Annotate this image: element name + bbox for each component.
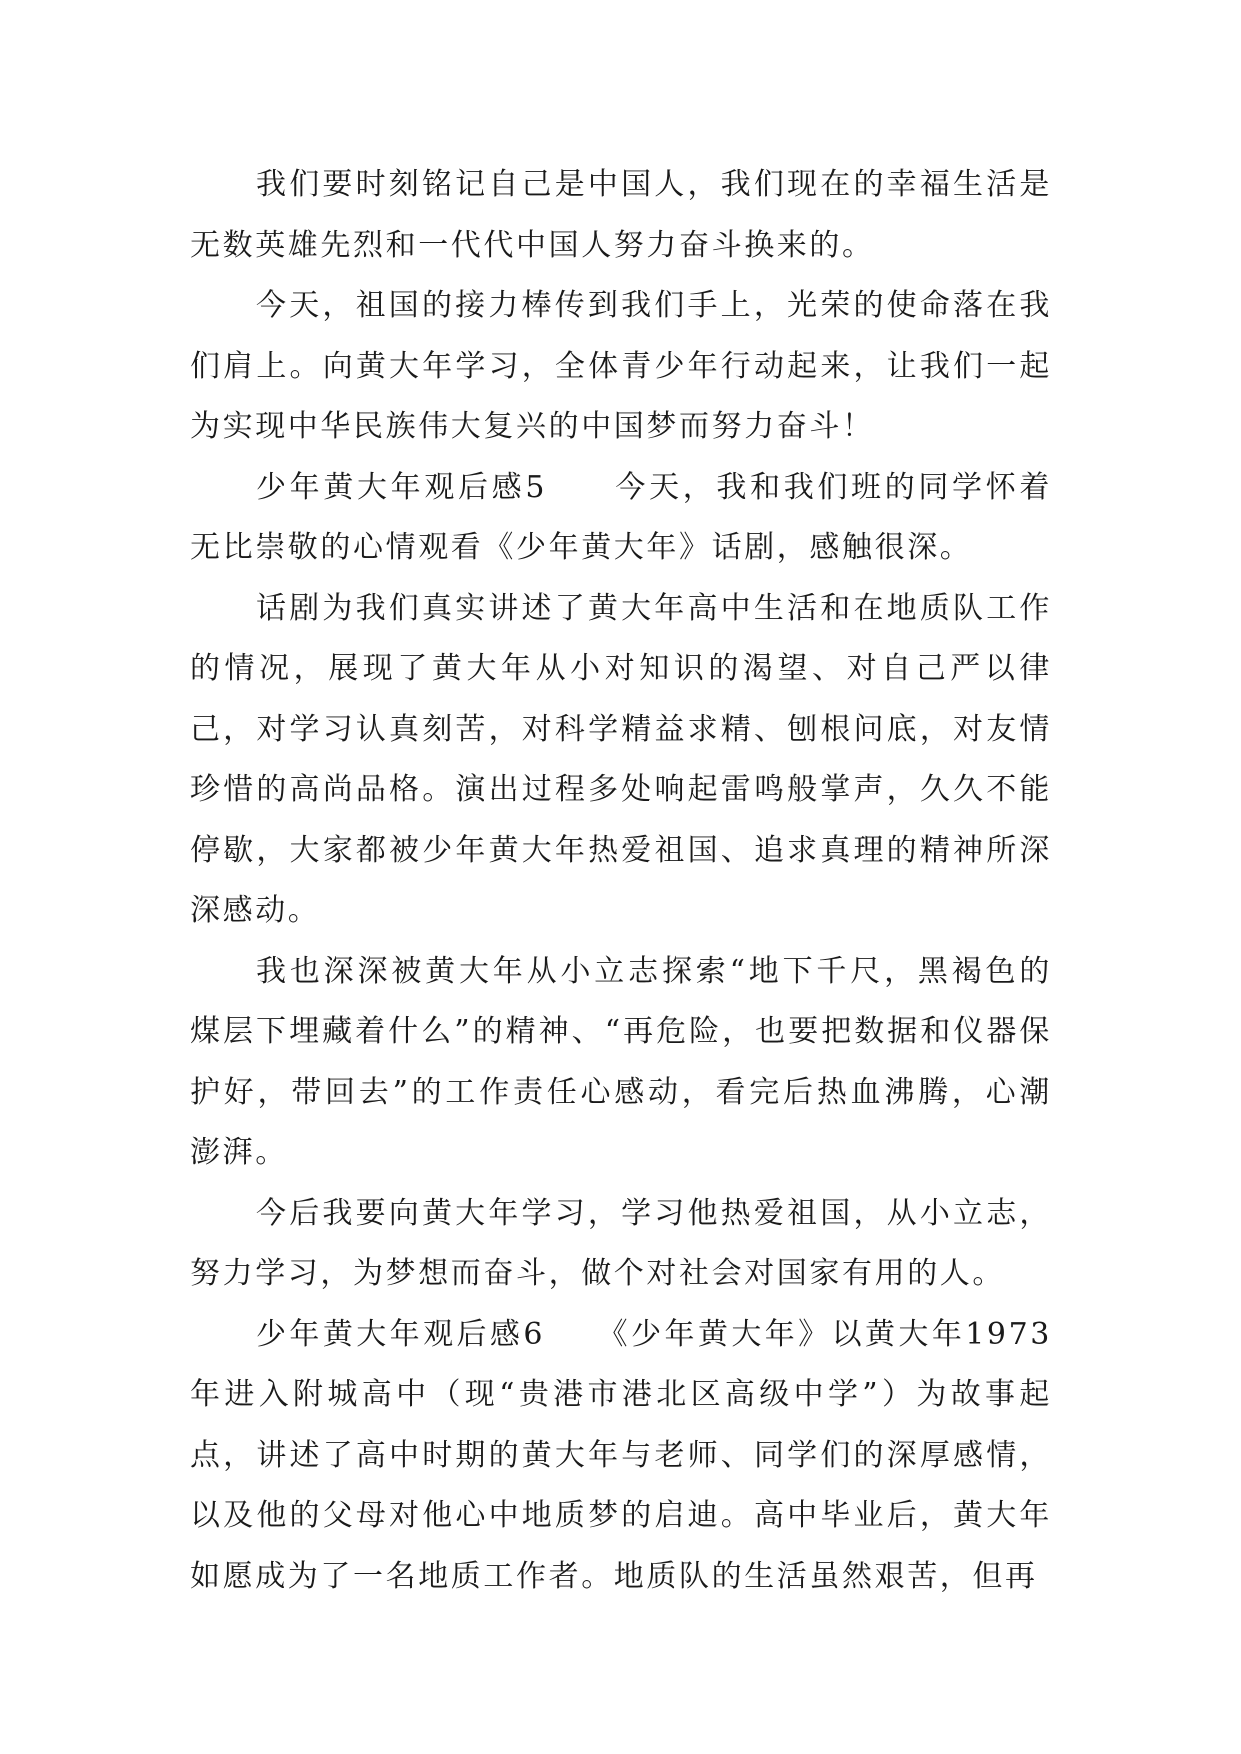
paragraph: 今后我要向黄大年学习，学习他热爱祖国，从小立志，努力学习，为梦想而奋斗，做个对社会对国家有用的人。	[190, 1195, 1052, 1291]
paragraph: 我们要时刻铭记自己是中国人，我们现在的幸福生活是无数英雄先烈和一代代中国人努力奋斗换来的。	[190, 167, 1052, 263]
paragraph: 今天，祖国的接力棒传到我们手上，光荣的使命落在我们肩上。向黄大年学习，全体青少年行动起来，让我们一起为实现中华民族伟大复兴的中国梦而努力奋斗！	[190, 288, 1052, 444]
paragraph: 我也深深被黄大年从小立志探索“地下千尺，黑褐色的煤层下埋藏着什么”的精神、“再危险，也要把数据和仪器保护好，带回去”的工作责任心感动，看完后热血沸腾，心潮澎湃。	[190, 953, 1052, 1170]
paragraph: 话剧为我们真实讲述了黄大年高中生活和在地质队工作的情况，展现了黄大年从小对知识的渴望、对自己严以律己，对学习认真刻苦，对科学精益求精、刨根问底，对友情珍惜的高尚品格。演出过程多处响起雷鸣般掌声，久久不能停歇，大家都被少年黄大年热爱祖国、追求真理的精神所深深感动。	[190, 590, 1052, 928]
document-body	[190, 155, 1052, 1607]
paragraph: 少年黄大年观后感6 《少年黄大年》以黄大年1973年进入附城高中（现“贵港市港北区高级中学”）为故事起点，讲述了高中时期的黄大年与老师、同学们的深厚感情，以及他的父母对他心中地质梦的启迪。高中毕业后，黄大年如愿成为了一名地质工作者。地质队的生活虽然艰苦，但再	[190, 1316, 1052, 1594]
paragraph: 少年黄大年观后感5 今天，我和我们班的同学怀着无比崇敬的心情观看《少年黄大年》话剧，感触很深。	[190, 469, 1052, 565]
